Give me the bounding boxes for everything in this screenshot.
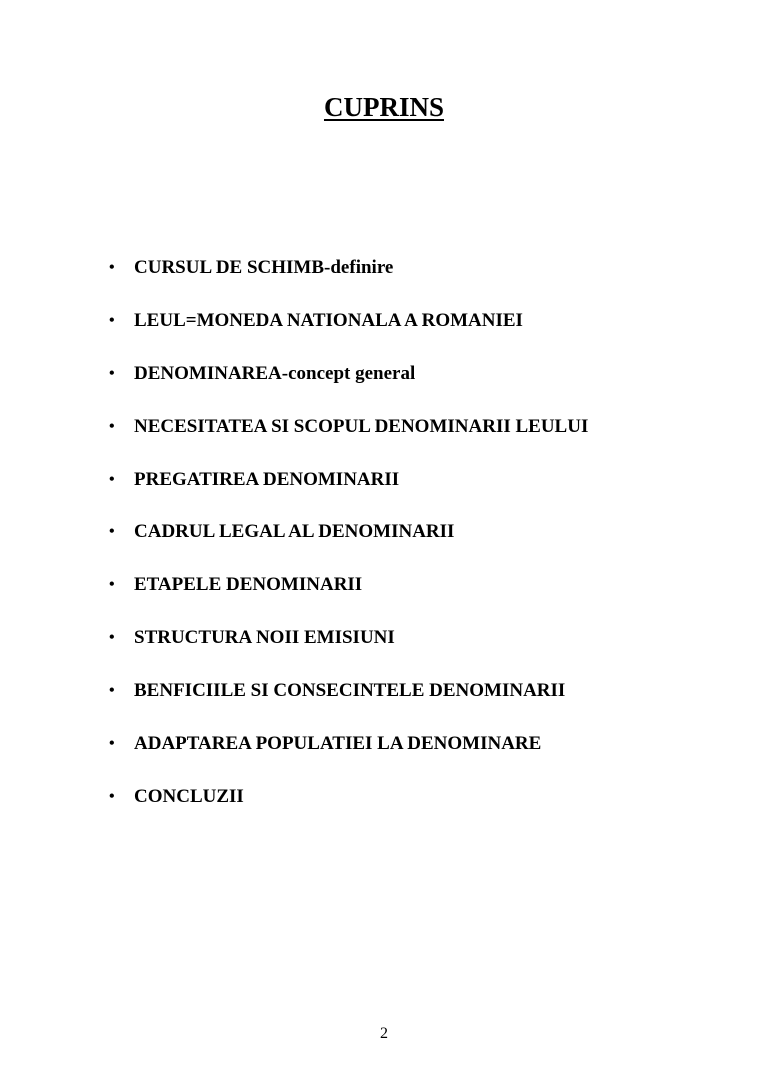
toc-item: [0, 569, 768, 622]
toc-item: [0, 728, 768, 781]
toc-item-label: CURSUL DE SCHIMB-definire: [134, 257, 394, 278]
bullet-icon: •: [109, 311, 115, 329]
bullet-icon: •: [109, 523, 115, 541]
toc-item-label: BENFICIILE SI CONSECINTELE DENOMINARII: [134, 680, 566, 702]
toc-item: [0, 464, 768, 517]
toc-item: [0, 358, 768, 411]
toc-item: [0, 305, 768, 358]
toc-item: [0, 516, 768, 569]
toc-item-label: PREGATIREA DENOMINARII: [134, 468, 400, 490]
page-title: [0, 89, 768, 125]
bullet-icon: •: [109, 735, 115, 753]
toc-item-label: STRUCTURA NOII EMISIUNI: [134, 627, 395, 649]
toc-item: [0, 252, 768, 305]
toc-item-label: ETAPELE DENOMINARII: [134, 574, 363, 596]
bullet-icon: •: [109, 470, 115, 488]
toc-item-label: CADRUL LEGAL AL DENOMINARII: [134, 521, 455, 543]
toc-item-label: CONCLUZII: [134, 785, 244, 807]
toc-item: [0, 675, 768, 728]
toc-item: [0, 781, 768, 834]
toc-item-label: DENOMINAREA-concept general: [134, 362, 416, 384]
page-title-text: CUPRINS: [323, 92, 444, 122]
bullet-icon: •: [109, 629, 115, 647]
table-of-contents: [0, 252, 768, 834]
bullet-icon: •: [109, 259, 115, 276]
bullet-icon: •: [109, 682, 115, 700]
toc-item-label: ADAPTAREA POPULATIEI LA DENOMINARE: [134, 733, 542, 755]
toc-item: [0, 622, 768, 675]
bullet-icon: •: [109, 417, 115, 435]
toc-item-label: NECESITATEA SI SCOPUL DENOMINARII LEULUI: [134, 415, 589, 437]
toc-item-label: LEUL=MONEDA NATIONALA A ROMANIEI: [134, 309, 523, 331]
page-number: 2: [380, 1025, 388, 1042]
bullet-icon: •: [109, 787, 115, 805]
bullet-icon: •: [109, 576, 115, 594]
toc-item: [0, 411, 768, 464]
bullet-icon: •: [109, 364, 115, 382]
